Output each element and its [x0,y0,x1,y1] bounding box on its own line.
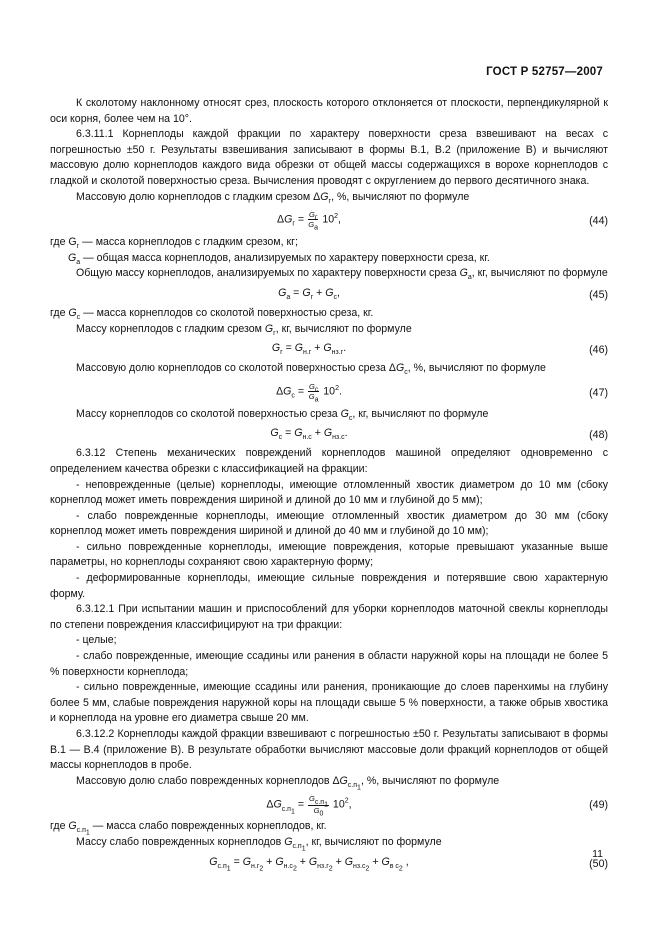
paragraph: Массовую долю корнеплодов с гладким срезом $\Delta G_г$, %, вычисляют по формуле [76,190,470,205]
where-clause: $G_а$ — общая масса корнеплодов, анализируемых по характеру поверхности среза, кг. [68,251,490,266]
formula-number: (45) [589,288,608,301]
formula-47: $\Delta G_с$ = $G_с$ $G_а$ $10^2$. (47) [276,381,608,404]
where-clause: где $G_{с.п_1}$ — масса слабо поврежденных корнеплодов, кг. [50,820,327,837]
paragraph: 6.3.12.1 При испытании машин и приспособлений для уборки корнеплодов маточной свеклы корнеплоды по степени повреждения классифицируют на три фракции: [50,603,608,631]
paragraph: 6.3.12 Степень механических повреждений корнеплодов машиной определяют одновременно с определением качества обрезки с классификацией на фракции: [50,447,608,475]
formula-50: $G_{с.п_1} = G_{н.г_2} + G_{н.с_2} + G_{нз.г_2} + G_{нз.с_2} + G_{в с_2}$ , (50) [209,855,608,873]
list-item: - деформированные корнеплоды, имеющие сильные повреждения и потерявшие свою характерную форму. [50,572,608,600]
paragraph: 6.3.11.1 Корнеплоды каждой фракции по характеру поверхности среза взвешивают на весах с погрешностью ±50 г. Результаты взвешивания записывают в формы В.1, В.2 (приложение В) и вычисляют массовую долю корнеплодов каждого вида обрезки от общей массы содержащихся в ворохе корнеплодов с гладкой и сколотой поверхностью среза. Вычисления проводят с округлением до первого десятичного знака. [50,128,608,187]
paragraph: Массовую долю слабо поврежденных корнеплодов $\Delta G_{с.п_1}$, %, вычисляют по формуле [76,774,500,792]
page-number: 11 [592,848,603,860]
page-content [50,96,608,875]
standard-header: ГОСТ Р 52757—2007 [486,66,603,78]
list-item: - слабо поврежденные, имеющие ссадины или ранения в области наружной коры на площади не более 5 % поверхности корнеплода; [50,650,608,678]
formula-46: $G_г = G_{н.г} + G_{нз.г}$. (46) [50,338,608,360]
list-item: - сильно поврежденные корнеплоды, имеющие повреждения, которые превышают указанные выше параметры, но корнеплоды сохраняют свою характерную форму; [50,540,608,569]
list-item: - неповрежденные (целые) корнеплоды, имеющие отломленный хвостик диаметром до 10 мм (сбоку корнеплод может иметь повреждения шириной и длиной до 10 мм и глубиной до 5 мм); [50,478,608,507]
paragraph: К сколотому наклонному относят срез, плоскость которого отклоняется от плоскости, перпендикулярной к оси корня, более чем на 10°. [50,97,608,125]
formula-number: (50) [589,857,608,870]
paragraph: Массовую долю корнеплодов со сколотой поверхностью среза $\Delta G_с$, %, вычисляют по формуле [76,362,546,377]
formula-number: (44) [589,215,608,228]
where-clause: где $G_с$ — масса корнеплодов со сколотой поверхностью среза, кг. [50,306,374,322]
list-item: - целые; [76,634,117,647]
paragraph: Массу слабо поврежденных корнеплодов $G_{с.п_1}$, кг, вычисляют по формуле [76,835,442,853]
where-clause: где $G_г$ — масса корнеплодов с гладким срезом, кг; [50,236,298,251]
paragraph: Массу корнеплодов со сколотой поверхностью среза $G_с$, кг, вычисляют по формуле [76,407,489,422]
paragraph: Массу корнеплодов с гладким срезом $G_г$, кг, вычисляют по формуле [76,322,412,337]
formula-number: (49) [589,799,608,812]
formula-48: $G_с = G_{н.с} + G_{нз.с}$. (48) [50,423,608,445]
list-item: - слабо поврежденные корнеплоды, имеющие отломленный хвостик диаметром до 30 мм (сбоку корнеплод может иметь повреждения шириной и длиной до 40 мм и глубиной до 10 мм); [50,509,608,538]
formula-49: $\Delta G_{с.п_1}$ = $G_{с.п_1}$ $G_0$ $10^2$, (49) [266,794,608,818]
formula-number: (48) [589,429,608,442]
formula-number: (46) [589,344,608,357]
formula-number: (47) [589,386,608,399]
list-item: - сильно поврежденные, имеющие ссадины или ранения, проникающие до слоев паренхимы на глубину более 5 мм, слабые повреждения наружной коры на площади свыше 5 % поверхности, а также обрыв хвостика и корнеплода на уровне его диаметра свыше 20 мм. [50,681,608,725]
paragraph: Общую массу корнеплодов, анализируемых по характеру поверхности среза $G_а$, кг, вычисляют по формуле [76,267,608,282]
formula-45: $G_а = G_г + G_с$, (45) [50,283,608,305]
paragraph: 6.3.12.2 Корнеплоды каждой фракции взвешивают с погрешностью ±50 г. Результаты записывают в формы В.1 — В.4 (приложение В). В результате обработки вычисляют массовые доли фракций корнеплодов от общей массы корнеплодов в пробе. [50,728,608,772]
formula-44: $\Delta G_г$ = $G_г$ $G_а$ $10^2$, (44) [277,210,608,232]
